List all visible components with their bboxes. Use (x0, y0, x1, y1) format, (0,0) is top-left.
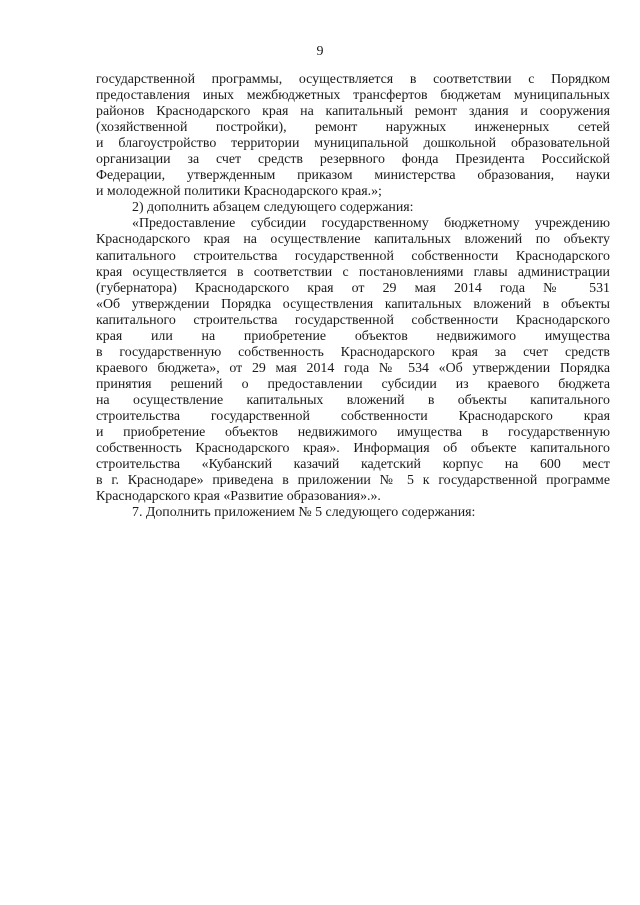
text-line: капитального строительства государственной собственности Краснодарского (96, 312, 610, 328)
text-line: края осуществляется в соответствии с постановлениями главы администрации (96, 264, 610, 280)
document-body (96, 72, 610, 521)
text-line: 2) дополнить абзацем следующего содержания: (132, 200, 414, 216)
text-line: районов Краснодарского края на капитальный ремонт здания и сооружения (96, 104, 610, 120)
text-line: края или на приобретение объектов недвижимого имущества (96, 328, 610, 344)
text-line: организации за счет средств резервного фонда Президента Российской (96, 152, 610, 168)
text-line: Краснодарского края на осуществление капитальных вложений по объекту (96, 232, 610, 248)
text-line: строительства «Кубанский казачий кадетский корпус на 600 мест (96, 457, 610, 473)
text-line: (хозяйственной постройки), ремонт наружных инженерных сетей (96, 120, 610, 136)
text-line: в государственную собственность Краснодарского края за счет средств (96, 344, 610, 360)
text-line: 7. Дополнить приложением № 5 следующего содержания: (132, 505, 476, 521)
text-line: собственность Краснодарского края». Информация об объекте капитального (96, 441, 610, 457)
text-line: Краснодарского края «Развитие образования».». (96, 489, 381, 505)
text-line: в г. Краснодаре» приведена в приложении № 5 к государственной программе (96, 473, 610, 489)
text-line: строительства государственной собственности Краснодарского края (96, 408, 610, 424)
text-line: и приобретение объектов недвижимого имущества в государственную (96, 425, 610, 441)
text-line: государственной программы, осуществляется в соответствии с Порядком (96, 72, 610, 87)
text-line: предоставления иных межбюджетных трансфертов бюджетам муниципальных (96, 88, 610, 104)
text-line: и благоустройство территории муниципальной дошкольной образовательной (96, 136, 610, 152)
text-line: капитального строительства государственной собственности Краснодарского (96, 248, 610, 264)
text-line: принятия решений о предоставлении субсидии из краевого бюджета (96, 376, 610, 392)
text-line: Федерации, утвержденным приказом министерства образования, науки (96, 168, 610, 184)
page-number: 9 (316, 44, 324, 59)
text-line: на осуществление капитальных вложений в объекты капитального (96, 392, 610, 408)
text-line: и молодежной политики Краснодарского края.»; (96, 184, 382, 200)
text-line: «Об утверждении Порядка осуществления капитальных вложений в объекты (96, 296, 610, 312)
text-line: «Предоставление субсидии государственному бюджетному учреждению (132, 216, 610, 232)
text-line: краевого бюджета», от 29 мая 2014 года № 534 «Об утверждении Порядка (96, 360, 610, 376)
text-line: (губернатора) Краснодарского края от 29 мая 2014 года № 531 (96, 280, 610, 296)
